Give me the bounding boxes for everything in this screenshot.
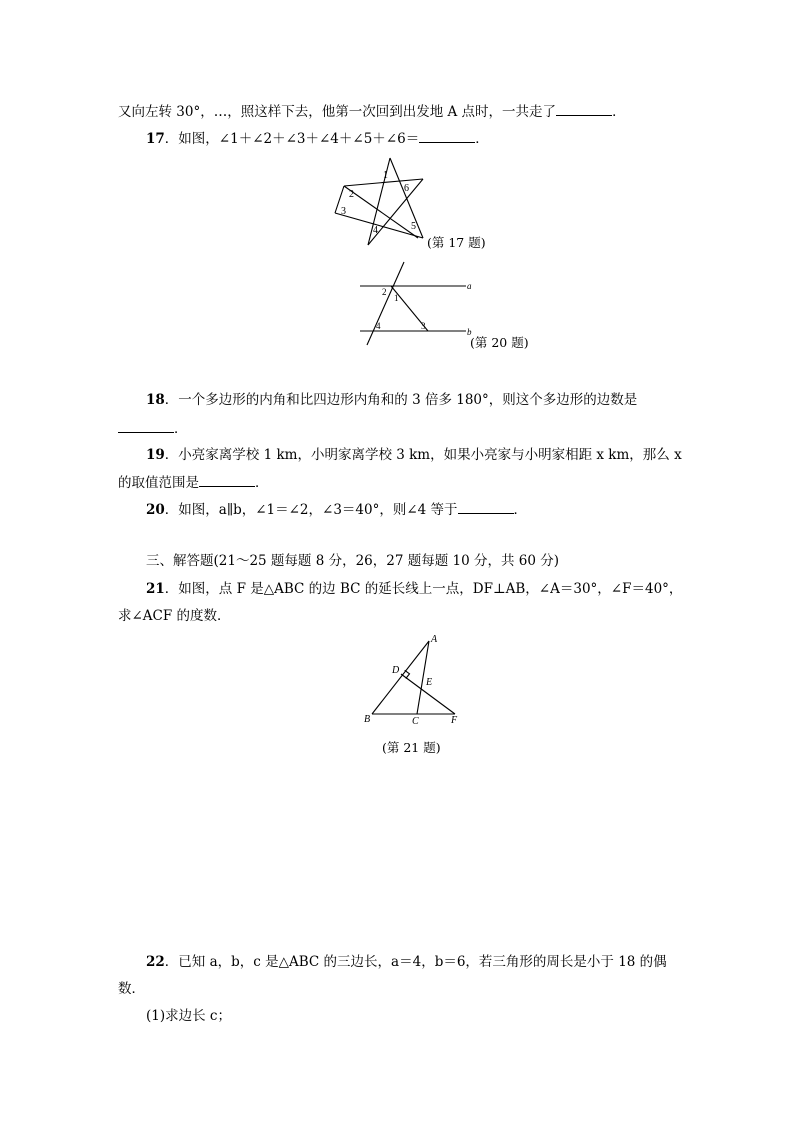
- q21-number: 21: [146, 581, 165, 597]
- fig20-label-3: 3: [421, 321, 426, 331]
- fig17-label-5: 5: [411, 221, 416, 232]
- section-3-title: 三、解答题(21～25 题每题 8 分，26，27 题每题 10 分，共 60 分): [146, 553, 560, 569]
- fig17-label-3: 3: [341, 206, 346, 217]
- q20-text: ．如图，a∥b，∠1＝∠2，∠3＝40°，则∠4 等于: [164, 502, 458, 518]
- fig20-label-2: 2: [382, 287, 387, 297]
- fig21-label-A: A: [431, 634, 438, 645]
- fig20-label-b: b: [467, 327, 472, 337]
- fig20-label-a: a: [467, 281, 472, 291]
- fig21-side-AB: [372, 641, 429, 714]
- q21-line-2: 求∠ACF 的度数．: [118, 608, 231, 624]
- q19-text-2: 的取值范围是: [118, 475, 199, 491]
- fig21-caption: (第 21 题): [382, 740, 441, 755]
- fig21-label-E: E: [426, 677, 433, 688]
- fig21-label-C: C: [412, 716, 419, 727]
- q19-text: ．小亮家离学校 1 km，小明家离学校 3 km，如果小亮家与小明家相距 x km，那么 x: [164, 447, 682, 463]
- fig21-label-B: B: [364, 714, 371, 725]
- q19-end-punct: ．: [255, 475, 269, 491]
- q20-number: 20: [146, 502, 165, 518]
- q18-text: ．一个多边形的内角和比四边形内角和的 3 倍多 180°，则这个多边形的边数是: [164, 392, 638, 408]
- q17-end-punct: ．: [475, 131, 489, 147]
- q20-end-punct: ．: [513, 502, 528, 518]
- q19-number: 19: [146, 447, 165, 463]
- q22-sub-1: (1)求边长 c；: [146, 1008, 231, 1024]
- fig20-label-4: 4: [376, 321, 381, 331]
- fig17-label-2: 2: [349, 189, 354, 200]
- fig17-label-4: 4: [373, 225, 378, 236]
- q22-number: 22: [146, 954, 165, 970]
- q21-text: ．如图，点 F 是△ABC 的边 BC 的延长线上一点，DF⊥AB，∠A＝30°，∠F＝40°，: [164, 581, 683, 597]
- fig17-label-6: 6: [404, 183, 409, 194]
- q22-line-2: 数．: [118, 981, 145, 997]
- fig21-label-D: D: [392, 665, 400, 676]
- fig20-caption: (第 20 题): [470, 335, 529, 350]
- fig17-label-1: 1: [383, 170, 388, 181]
- q16-tail-text: 又向左转 30°，…，照这样下去，他第一次回到出发地 A 点时，一共走了: [118, 104, 557, 120]
- q22-line: [146, 952, 667, 972]
- q22-text: ．已知 a，b，c 是△ABC 的三边长，a＝4，b＝6，若三角形的周长是小于 18 的偶: [164, 954, 667, 970]
- q18-number: 18: [146, 392, 165, 408]
- q18-end-punct: ．: [174, 421, 188, 437]
- q16-end-punct: ．: [612, 104, 626, 120]
- q17-text: ．如图，∠1＋∠2＋∠3＋∠4＋∠5＋∠6＝: [164, 131, 420, 147]
- fig17-caption: (第 17 题): [427, 235, 486, 250]
- fig20-label-1: 1: [394, 293, 399, 303]
- fig21-label-F: F: [451, 715, 458, 726]
- q17-number: 17: [146, 131, 165, 147]
